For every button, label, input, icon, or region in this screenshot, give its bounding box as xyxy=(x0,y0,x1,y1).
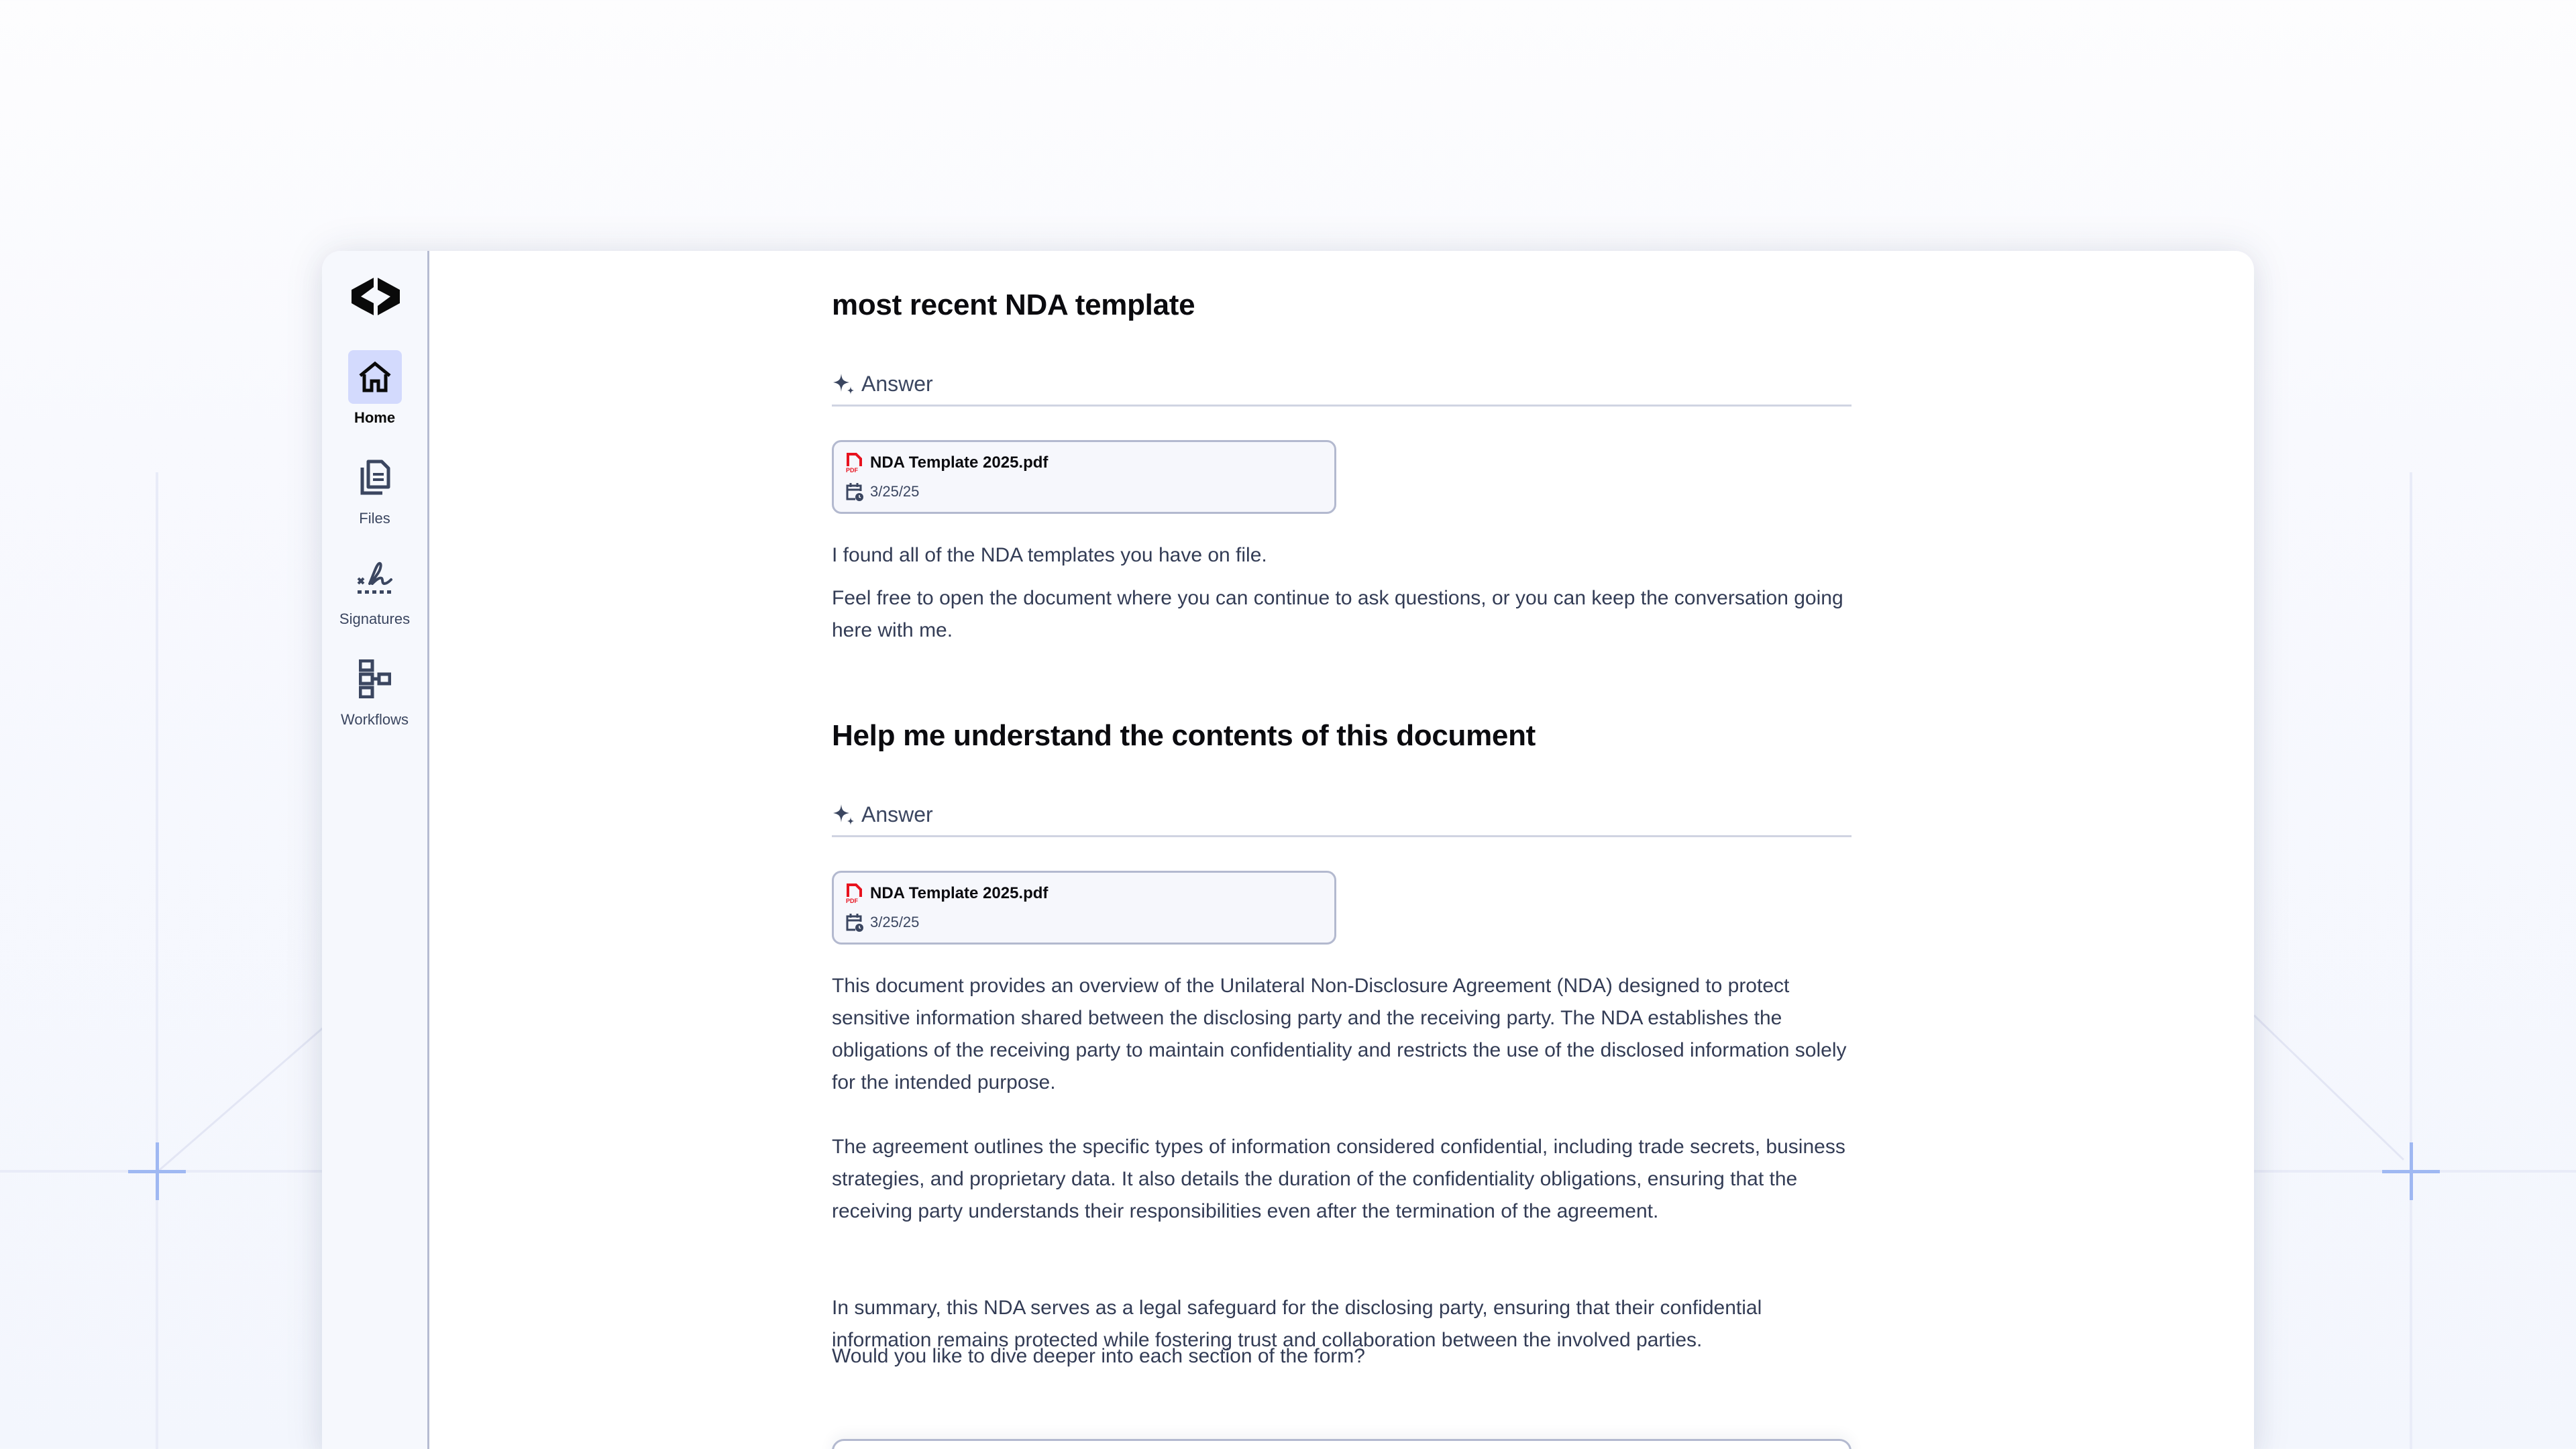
answer-paragraph: I found all of the NDA templates you have on file. xyxy=(832,544,1267,566)
background-guide-line xyxy=(2253,1014,2404,1161)
home-icon xyxy=(348,350,402,404)
answer-paragraph: In summary, this NDA serves as a legal safeguard for the disclosing party, ensuring that their confidential information remains protected while fostering trust and collaboration between the involved parties. xyxy=(832,1297,1762,1351)
answer-label: Answer xyxy=(861,372,933,396)
sidebar-item-label: Signatures xyxy=(339,610,411,627)
answer-paragraph: Feel free to open the document where you can continue to ask questions, or you can keep the conversation going here with me. xyxy=(832,587,1843,641)
crosshair-icon xyxy=(128,1170,186,1173)
answer-paragraph: Would you like to dive deeper into each section of the form? xyxy=(832,1345,1365,1367)
sparkle-icon xyxy=(832,802,856,826)
answer-header xyxy=(832,372,1851,407)
file-date: 3/25/25 xyxy=(870,914,920,930)
sidebar-item-label: Workflows xyxy=(340,711,409,728)
file-card[interactable] xyxy=(832,440,1336,514)
svg-text:PDF: PDF xyxy=(846,467,858,473)
app-window xyxy=(322,251,2254,1449)
answer-header xyxy=(832,802,1851,837)
pdf-file-icon xyxy=(846,453,863,473)
background-guide-line xyxy=(2410,472,2412,1449)
user-question: most recent NDA template xyxy=(832,288,1195,321)
background-guide-line xyxy=(158,1016,336,1172)
sidebar-item-files[interactable] xyxy=(322,451,427,527)
answer-label: Answer xyxy=(861,802,933,826)
answer-paragraph: This document provides an overview of the Unilateral Non-Disclosure Agreement (NDA) designed to protect sensitive information shared between the disclosing party and the receiving party. The NDA establishes the obligations of the receiving party to maintain confidentiality and restricts the use of the disclosed information solely for the intended purpose. xyxy=(832,975,1847,1093)
file-card[interactable] xyxy=(832,871,1336,945)
background-guide-line xyxy=(156,472,158,1449)
svg-text:PDF: PDF xyxy=(846,898,858,904)
user-question: Help me understand the contents of this document xyxy=(832,719,1536,752)
calendar-clock-icon xyxy=(846,913,863,932)
pdf-file-icon xyxy=(846,883,863,904)
chat-input[interactable] xyxy=(832,1439,1851,1449)
calendar-clock-icon xyxy=(846,482,863,501)
sidebar-item-signatures[interactable] xyxy=(322,551,427,628)
sparkle-icon xyxy=(832,372,856,396)
signature-icon xyxy=(348,551,402,605)
sidebar xyxy=(322,251,429,1449)
workflow-icon xyxy=(348,652,402,706)
answer-paragraph: The agreement outlines the specific types of information considered confidential, including trade secrets, business strategies, and proprietary data. It also details the duration of the confidentiality obligations, ensuring that the receiving party understands their responsibilities even after the termination of the agreement. xyxy=(832,1136,1845,1222)
files-icon xyxy=(348,451,402,504)
sidebar-item-home[interactable] xyxy=(322,350,427,427)
sidebar-item-workflows[interactable] xyxy=(322,652,427,729)
file-name: NDA Template 2025.pdf xyxy=(870,884,1049,902)
sidebar-item-label: Files xyxy=(359,510,390,527)
crosshair-icon xyxy=(2382,1170,2440,1173)
brand-logo-icon[interactable] xyxy=(352,278,400,315)
file-date: 3/25/25 xyxy=(870,483,920,500)
file-name: NDA Template 2025.pdf xyxy=(870,453,1049,472)
sidebar-item-label: Home xyxy=(354,409,396,426)
